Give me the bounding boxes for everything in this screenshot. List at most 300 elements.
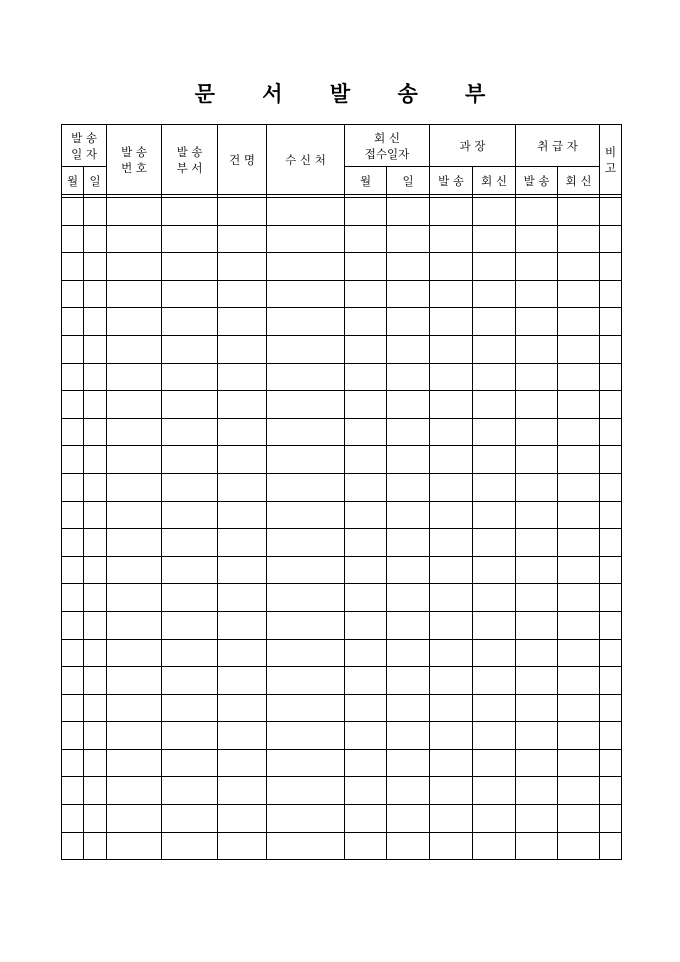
table-cell bbox=[473, 391, 516, 419]
table-cell bbox=[430, 749, 473, 777]
table-cell bbox=[345, 308, 387, 336]
table-cell bbox=[107, 473, 162, 501]
table-row bbox=[62, 501, 622, 529]
table-cell bbox=[558, 611, 600, 639]
table-cell bbox=[558, 556, 600, 584]
table-cell bbox=[345, 363, 387, 391]
table-row bbox=[62, 253, 622, 281]
table-cell bbox=[345, 391, 387, 419]
table-cell bbox=[162, 253, 218, 281]
table-row bbox=[62, 446, 622, 474]
table-cell bbox=[387, 556, 430, 584]
table-cell bbox=[558, 529, 600, 557]
table-cell bbox=[600, 335, 622, 363]
table-cell bbox=[600, 639, 622, 667]
table-cell bbox=[162, 722, 218, 750]
table-cell bbox=[62, 225, 84, 253]
table-row bbox=[62, 363, 622, 391]
table-cell bbox=[162, 225, 218, 253]
table-cell bbox=[84, 749, 107, 777]
table-cell bbox=[62, 280, 84, 308]
table-cell bbox=[84, 225, 107, 253]
table-cell bbox=[84, 556, 107, 584]
table-cell bbox=[600, 363, 622, 391]
table-cell bbox=[62, 473, 84, 501]
table-cell bbox=[162, 198, 218, 226]
table-cell bbox=[345, 584, 387, 612]
table-cell bbox=[558, 253, 600, 281]
table-cell bbox=[107, 556, 162, 584]
table-cell bbox=[430, 280, 473, 308]
table-cell bbox=[473, 832, 516, 860]
table-row bbox=[62, 473, 622, 501]
table-cell bbox=[600, 501, 622, 529]
table-cell bbox=[558, 777, 600, 805]
table-cell bbox=[84, 446, 107, 474]
table-cell bbox=[162, 749, 218, 777]
table-cell bbox=[218, 446, 267, 474]
table-row bbox=[62, 805, 622, 833]
table-cell bbox=[162, 418, 218, 446]
table-cell bbox=[62, 694, 84, 722]
table-cell bbox=[267, 225, 345, 253]
table-cell bbox=[84, 584, 107, 612]
table-cell bbox=[345, 529, 387, 557]
table-cell bbox=[218, 198, 267, 226]
table-cell bbox=[107, 253, 162, 281]
table-cell bbox=[473, 473, 516, 501]
table-cell bbox=[345, 253, 387, 281]
table-cell bbox=[62, 308, 84, 336]
table-cell bbox=[267, 473, 345, 501]
table-cell bbox=[473, 529, 516, 557]
table-cell bbox=[387, 584, 430, 612]
table-cell bbox=[62, 667, 84, 695]
table-cell bbox=[267, 694, 345, 722]
table-cell bbox=[267, 308, 345, 336]
table-cell bbox=[267, 805, 345, 833]
table-cell bbox=[516, 253, 558, 281]
table-cell bbox=[218, 308, 267, 336]
table-cell bbox=[473, 805, 516, 833]
table-cell bbox=[107, 363, 162, 391]
table-cell bbox=[558, 363, 600, 391]
table-cell bbox=[387, 335, 430, 363]
table-cell bbox=[558, 391, 600, 419]
header-manager: 과 장 bbox=[430, 125, 516, 167]
table-cell bbox=[218, 501, 267, 529]
table-cell bbox=[218, 694, 267, 722]
table-cell bbox=[162, 777, 218, 805]
table-cell bbox=[84, 611, 107, 639]
table-cell bbox=[345, 777, 387, 805]
table-cell bbox=[473, 584, 516, 612]
table-cell bbox=[600, 777, 622, 805]
table-row bbox=[62, 611, 622, 639]
table-cell bbox=[600, 446, 622, 474]
table-cell bbox=[516, 308, 558, 336]
table-row bbox=[62, 749, 622, 777]
table-cell bbox=[516, 584, 558, 612]
table-cell bbox=[345, 473, 387, 501]
table-cell bbox=[387, 473, 430, 501]
table-cell bbox=[218, 473, 267, 501]
table-cell bbox=[107, 694, 162, 722]
table-cell bbox=[162, 501, 218, 529]
table-cell bbox=[473, 335, 516, 363]
table-cell bbox=[473, 308, 516, 336]
table-cell bbox=[107, 639, 162, 667]
table-cell bbox=[387, 529, 430, 557]
header-manager-reply: 회 신 bbox=[473, 167, 516, 195]
table-cell bbox=[62, 363, 84, 391]
table-cell bbox=[387, 832, 430, 860]
table-cell bbox=[107, 722, 162, 750]
table-cell bbox=[516, 805, 558, 833]
table-row bbox=[62, 777, 622, 805]
table-cell bbox=[84, 722, 107, 750]
table-cell bbox=[473, 253, 516, 281]
table-cell bbox=[84, 391, 107, 419]
table-cell bbox=[267, 556, 345, 584]
table-row bbox=[62, 529, 622, 557]
table-cell bbox=[387, 308, 430, 336]
table-row bbox=[62, 335, 622, 363]
table-cell bbox=[218, 584, 267, 612]
table-cell bbox=[387, 446, 430, 474]
table-cell bbox=[600, 611, 622, 639]
table-cell bbox=[558, 722, 600, 750]
table-cell bbox=[473, 280, 516, 308]
table-cell bbox=[345, 722, 387, 750]
table-cell bbox=[345, 805, 387, 833]
table-cell bbox=[84, 667, 107, 695]
table-cell bbox=[267, 529, 345, 557]
table-row bbox=[62, 308, 622, 336]
table-cell bbox=[84, 639, 107, 667]
table-cell bbox=[430, 473, 473, 501]
table-cell bbox=[430, 611, 473, 639]
table-cell bbox=[345, 501, 387, 529]
table-cell bbox=[107, 198, 162, 226]
table-cell bbox=[267, 446, 345, 474]
table-cell bbox=[162, 335, 218, 363]
table-cell bbox=[558, 667, 600, 695]
table-cell bbox=[84, 335, 107, 363]
table-cell bbox=[558, 225, 600, 253]
table-cell bbox=[62, 805, 84, 833]
table-row bbox=[62, 280, 622, 308]
table-cell bbox=[218, 832, 267, 860]
table-row bbox=[62, 832, 622, 860]
table-cell bbox=[430, 529, 473, 557]
table-cell bbox=[430, 198, 473, 226]
table-cell bbox=[218, 225, 267, 253]
table-cell bbox=[387, 198, 430, 226]
table-cell bbox=[267, 335, 345, 363]
table-cell bbox=[345, 335, 387, 363]
table-row bbox=[62, 556, 622, 584]
table-cell bbox=[267, 667, 345, 695]
table-cell bbox=[162, 446, 218, 474]
table-cell bbox=[600, 418, 622, 446]
table-cell bbox=[62, 639, 84, 667]
table-cell bbox=[558, 694, 600, 722]
header-send-date: 발 송 일 자 bbox=[62, 125, 107, 167]
table-cell bbox=[62, 198, 84, 226]
table-cell bbox=[107, 391, 162, 419]
table-row bbox=[62, 722, 622, 750]
table-cell bbox=[473, 777, 516, 805]
table-cell bbox=[430, 777, 473, 805]
table-cell bbox=[62, 253, 84, 281]
table-cell bbox=[107, 584, 162, 612]
table-cell bbox=[345, 832, 387, 860]
table-cell bbox=[84, 253, 107, 281]
table-cell bbox=[267, 391, 345, 419]
table-cell bbox=[516, 722, 558, 750]
table-cell bbox=[218, 667, 267, 695]
table-cell bbox=[267, 501, 345, 529]
table-cell bbox=[600, 584, 622, 612]
table-cell bbox=[558, 335, 600, 363]
table-cell bbox=[558, 639, 600, 667]
table-cell bbox=[218, 749, 267, 777]
table-cell bbox=[516, 418, 558, 446]
table-cell bbox=[62, 529, 84, 557]
table-cell bbox=[107, 335, 162, 363]
table-cell bbox=[267, 832, 345, 860]
table-cell bbox=[162, 363, 218, 391]
table-cell bbox=[345, 446, 387, 474]
table-cell bbox=[267, 198, 345, 226]
table-cell bbox=[473, 722, 516, 750]
table-cell bbox=[218, 253, 267, 281]
table-cell bbox=[267, 749, 345, 777]
table-cell bbox=[516, 611, 558, 639]
table-cell bbox=[84, 418, 107, 446]
table-cell bbox=[387, 667, 430, 695]
table-cell bbox=[267, 253, 345, 281]
table-cell bbox=[516, 473, 558, 501]
table-cell bbox=[430, 639, 473, 667]
table-cell bbox=[473, 749, 516, 777]
table-cell bbox=[162, 667, 218, 695]
table-cell bbox=[430, 694, 473, 722]
table-cell bbox=[162, 832, 218, 860]
table-cell bbox=[430, 225, 473, 253]
table-cell bbox=[430, 418, 473, 446]
table-cell bbox=[345, 198, 387, 226]
table-cell bbox=[62, 556, 84, 584]
table-cell bbox=[387, 363, 430, 391]
header-handler-reply: 회 신 bbox=[558, 167, 600, 195]
table-cell bbox=[218, 556, 267, 584]
table-cell bbox=[600, 280, 622, 308]
table-cell bbox=[387, 694, 430, 722]
table-cell bbox=[600, 805, 622, 833]
table-cell bbox=[558, 584, 600, 612]
table-cell bbox=[162, 556, 218, 584]
table-cell bbox=[430, 253, 473, 281]
table-row bbox=[62, 225, 622, 253]
table-cell bbox=[218, 529, 267, 557]
table-cell bbox=[387, 391, 430, 419]
dispatch-ledger-table bbox=[61, 124, 622, 860]
table-cell bbox=[345, 225, 387, 253]
table-cell bbox=[62, 584, 84, 612]
table-cell bbox=[516, 529, 558, 557]
table-cell bbox=[162, 639, 218, 667]
table-cell bbox=[62, 749, 84, 777]
table-cell bbox=[516, 777, 558, 805]
table-cell bbox=[516, 694, 558, 722]
table-cell bbox=[218, 391, 267, 419]
table-cell bbox=[107, 418, 162, 446]
table-cell bbox=[107, 225, 162, 253]
header-day: 일 bbox=[84, 167, 107, 195]
table-cell bbox=[62, 335, 84, 363]
table-cell bbox=[84, 473, 107, 501]
table-cell bbox=[345, 694, 387, 722]
table-cell bbox=[267, 584, 345, 612]
table-cell bbox=[107, 308, 162, 336]
table-cell bbox=[387, 722, 430, 750]
table-cell bbox=[600, 253, 622, 281]
table-cell bbox=[600, 749, 622, 777]
table-cell bbox=[218, 639, 267, 667]
table-cell bbox=[107, 832, 162, 860]
table-cell bbox=[430, 722, 473, 750]
table-cell bbox=[267, 363, 345, 391]
table-cell bbox=[84, 805, 107, 833]
table-cell bbox=[558, 308, 600, 336]
table-cell bbox=[84, 280, 107, 308]
table-cell bbox=[558, 473, 600, 501]
table-cell bbox=[218, 805, 267, 833]
table-cell bbox=[387, 749, 430, 777]
table-cell bbox=[107, 501, 162, 529]
table-cell bbox=[516, 198, 558, 226]
table-cell bbox=[387, 253, 430, 281]
table-cell bbox=[218, 611, 267, 639]
table-cell bbox=[516, 639, 558, 667]
table-cell bbox=[516, 280, 558, 308]
header-subject: 건 명 bbox=[218, 125, 267, 195]
table-cell bbox=[62, 611, 84, 639]
table-cell bbox=[430, 391, 473, 419]
header-handler-send: 발 송 bbox=[516, 167, 558, 195]
table-cell bbox=[218, 418, 267, 446]
table-cell bbox=[558, 501, 600, 529]
table-cell bbox=[473, 446, 516, 474]
header-send-department: 발 송 부 서 bbox=[162, 125, 218, 195]
table-row bbox=[62, 198, 622, 226]
table-cell bbox=[107, 749, 162, 777]
table-cell bbox=[600, 391, 622, 419]
table-cell bbox=[62, 391, 84, 419]
table-cell bbox=[267, 418, 345, 446]
table-cell bbox=[162, 805, 218, 833]
table-cell bbox=[345, 667, 387, 695]
table-cell bbox=[62, 832, 84, 860]
table-cell bbox=[218, 280, 267, 308]
table-cell bbox=[84, 777, 107, 805]
table-cell bbox=[62, 418, 84, 446]
table-cell bbox=[600, 667, 622, 695]
table-cell bbox=[387, 418, 430, 446]
table-cell bbox=[84, 694, 107, 722]
table-cell bbox=[345, 639, 387, 667]
table-cell bbox=[107, 529, 162, 557]
table-cell bbox=[345, 418, 387, 446]
table-cell bbox=[600, 722, 622, 750]
table-cell bbox=[84, 198, 107, 226]
table-cell bbox=[107, 667, 162, 695]
table-cell bbox=[600, 473, 622, 501]
table-cell bbox=[387, 280, 430, 308]
table-cell bbox=[162, 529, 218, 557]
table-cell bbox=[84, 363, 107, 391]
table-cell bbox=[558, 832, 600, 860]
table-cell bbox=[473, 556, 516, 584]
table-cell bbox=[107, 777, 162, 805]
table-row bbox=[62, 418, 622, 446]
table-cell bbox=[162, 473, 218, 501]
table-cell bbox=[267, 777, 345, 805]
table-cell bbox=[430, 556, 473, 584]
header-handler: 취 급 자 bbox=[516, 125, 600, 167]
table-cell bbox=[162, 584, 218, 612]
table-row bbox=[62, 391, 622, 419]
table-cell bbox=[430, 667, 473, 695]
table-cell bbox=[516, 501, 558, 529]
header-reply-day: 일 bbox=[387, 167, 430, 195]
table-cell bbox=[162, 391, 218, 419]
table-cell bbox=[600, 198, 622, 226]
table-cell bbox=[600, 556, 622, 584]
table-cell bbox=[473, 363, 516, 391]
header-month: 월 bbox=[62, 167, 84, 195]
table-cell bbox=[473, 198, 516, 226]
table-cell bbox=[600, 694, 622, 722]
table-cell bbox=[267, 722, 345, 750]
table-cell bbox=[516, 667, 558, 695]
table-cell bbox=[473, 694, 516, 722]
table-cell bbox=[218, 722, 267, 750]
table-cell bbox=[267, 280, 345, 308]
table-cell bbox=[430, 363, 473, 391]
table-cell bbox=[162, 611, 218, 639]
table-cell bbox=[600, 529, 622, 557]
table-cell bbox=[558, 418, 600, 446]
table-row bbox=[62, 584, 622, 612]
table-cell bbox=[516, 335, 558, 363]
table-cell bbox=[107, 805, 162, 833]
table-cell bbox=[473, 639, 516, 667]
table-cell bbox=[558, 805, 600, 833]
table-row bbox=[62, 694, 622, 722]
header-remarks: 비 고 bbox=[600, 125, 622, 195]
table-cell bbox=[62, 777, 84, 805]
table-cell bbox=[162, 694, 218, 722]
table-cell bbox=[62, 501, 84, 529]
table-cell bbox=[345, 611, 387, 639]
table-cell bbox=[387, 225, 430, 253]
table-cell bbox=[430, 335, 473, 363]
table-cell bbox=[345, 749, 387, 777]
table-cell bbox=[162, 308, 218, 336]
